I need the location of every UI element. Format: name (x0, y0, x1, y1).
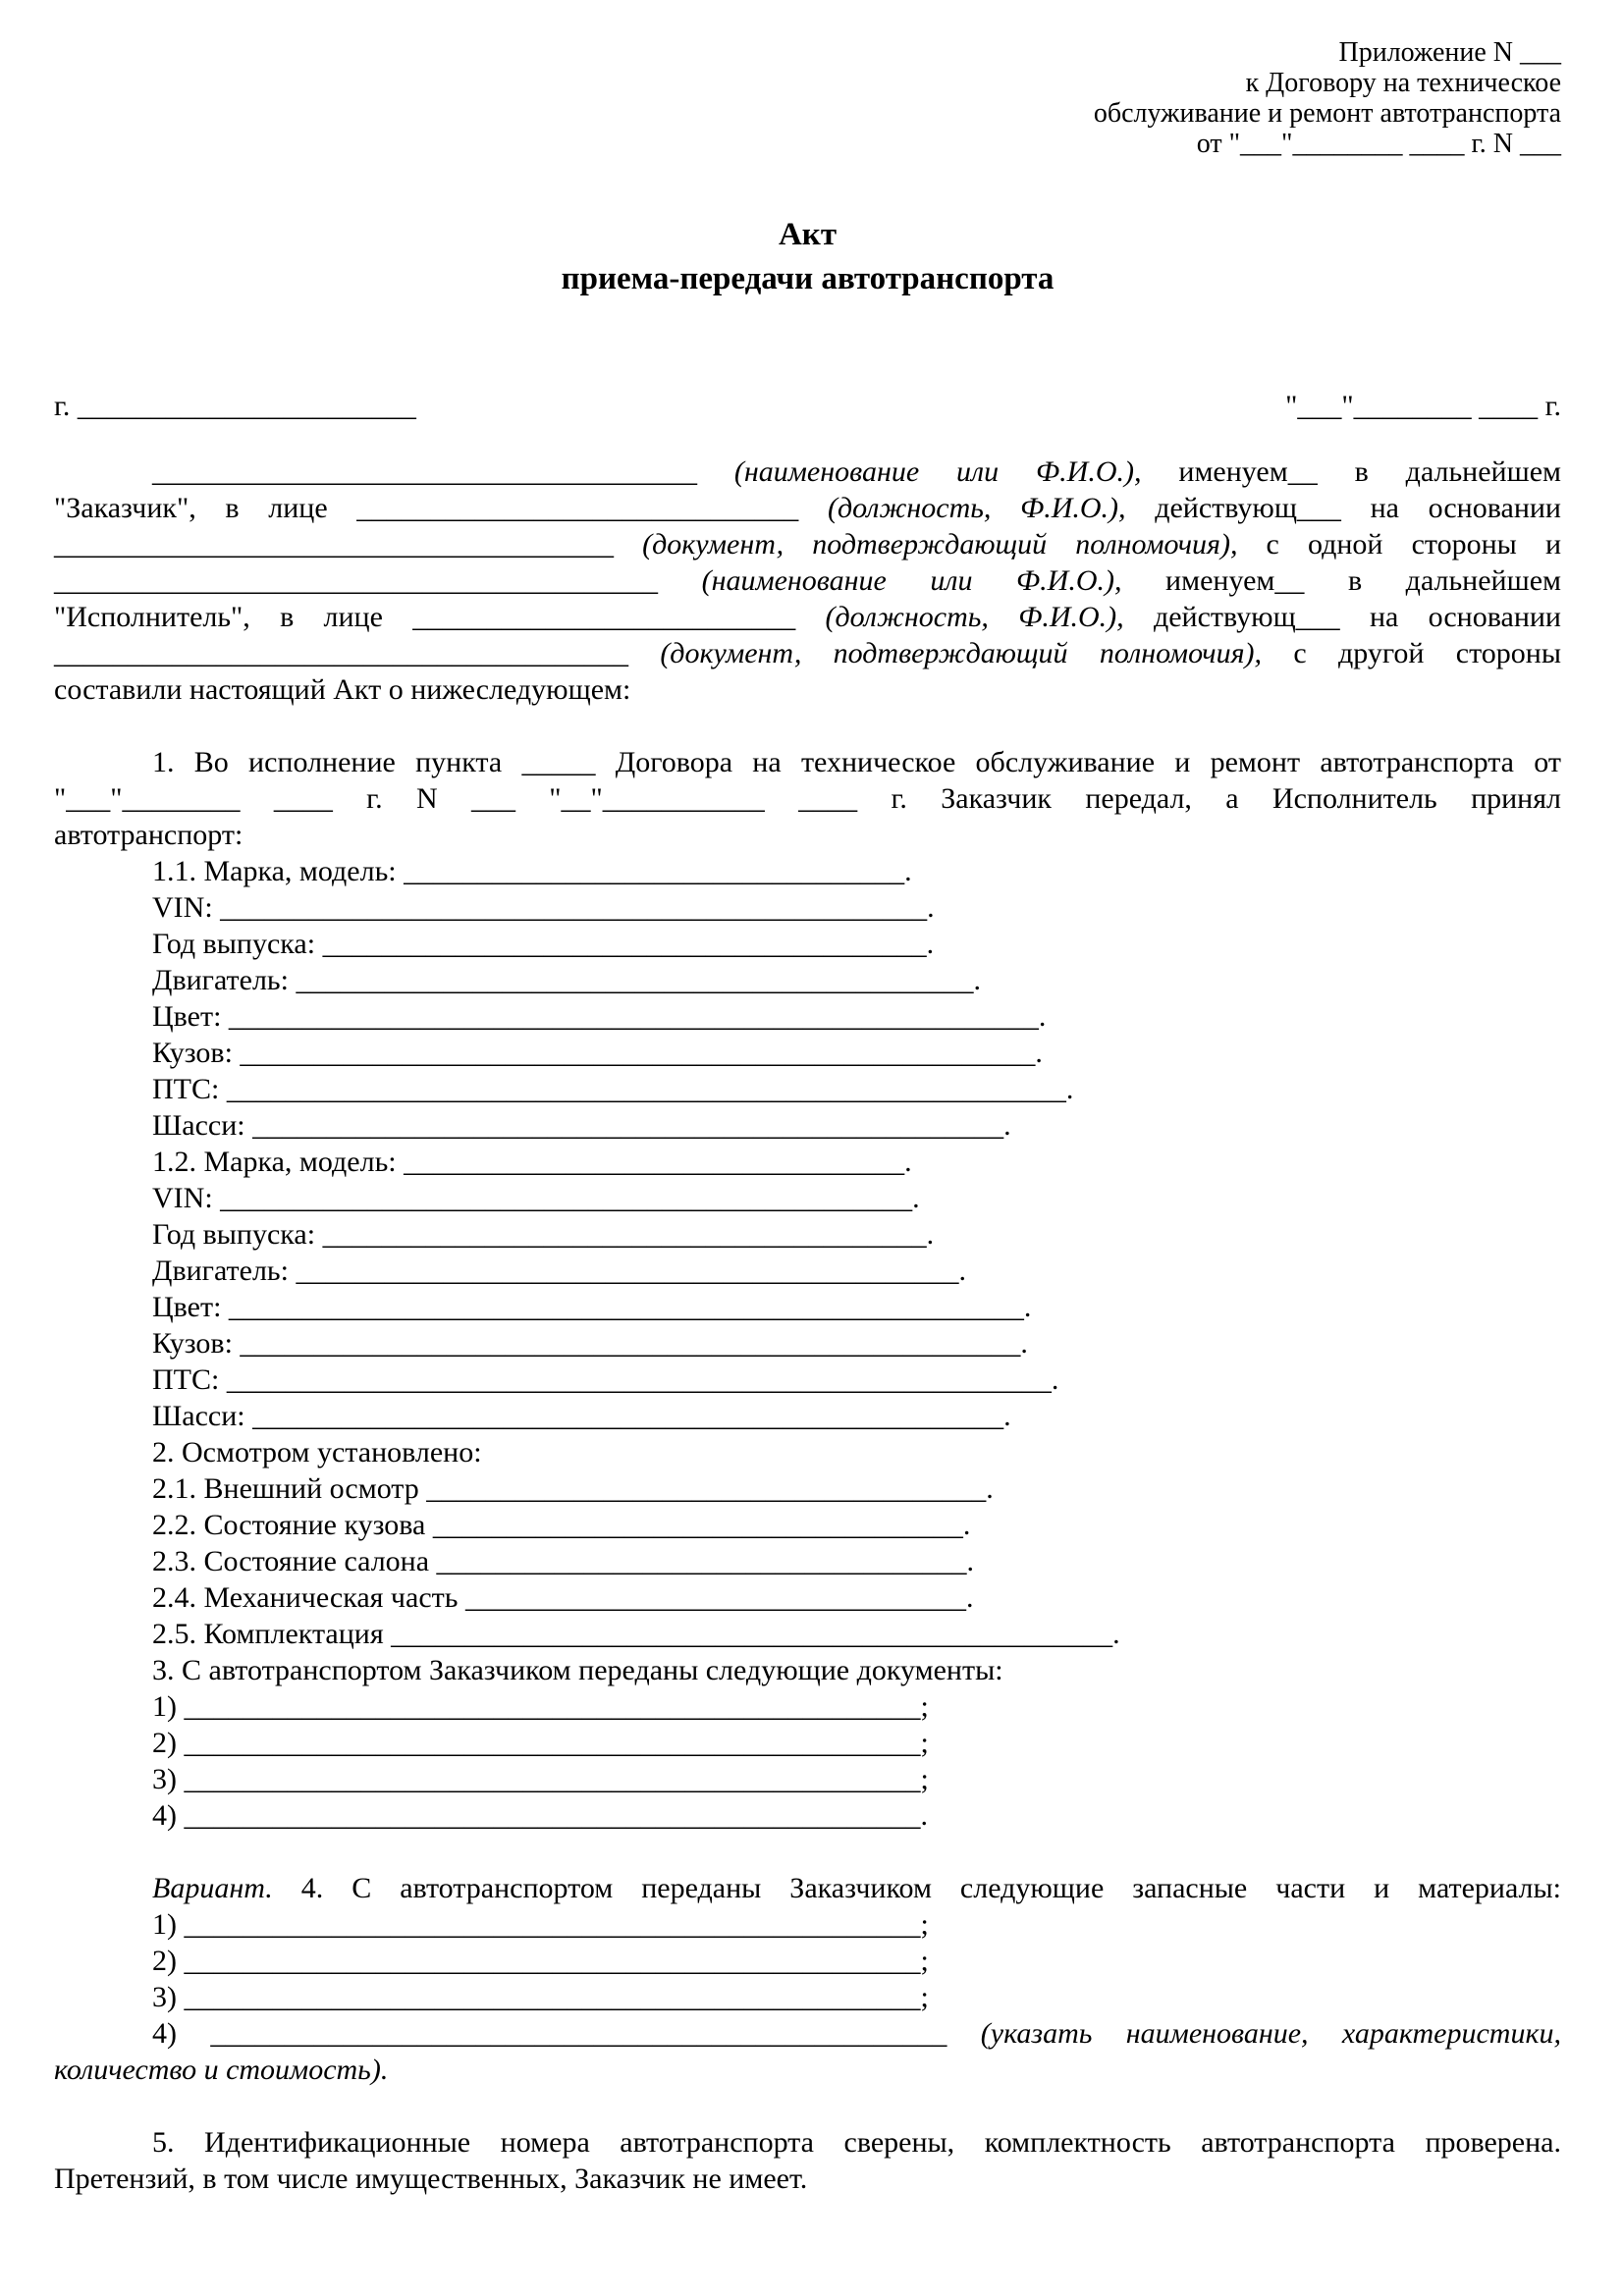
vehicle-1-pts-line: ПТС: _________________________________________________________. (152, 1073, 1074, 1105)
place-date-row (54, 388, 1561, 424)
preamble-line: _______________________________________ (документ, подтверждающий полномочия), с другой стороны (54, 637, 1561, 669)
city-blank: г. _______________________ (54, 390, 416, 422)
preamble-line: "Заказчик", в лице ______________________________ (должность, Ф.И.О.), действующ___ на основании (54, 492, 1561, 524)
vehicle-2-engine-line: Двигатель: _____________________________________________. (152, 1255, 966, 1287)
clause-2-inspection (54, 1434, 1561, 1652)
clause-4-variant (54, 1870, 1561, 2088)
spare-part-item-line: 1) __________________________________________________; (152, 1908, 929, 1941)
vehicle-1-make-model-line: 1.1. Марка, модель: __________________________________. (152, 855, 912, 887)
document-item-line: 2) __________________________________________________; (152, 1727, 929, 1759)
clause-3-heading: 3. С автотранспортом Заказчиком переданы следующие документы: (152, 1654, 1003, 1686)
vehicle-2-chassis-line: Шасси: ___________________________________________________. (152, 1400, 1011, 1432)
vehicle-2-color-line: Цвет: ______________________________________________________. (152, 1291, 1032, 1323)
preamble-line: составили настоящий Акт о нижеследующем: (54, 673, 631, 706)
document-item-line: 1) __________________________________________________; (152, 1690, 929, 1723)
vehicle-2-year-line: Год выпуска: _________________________________________. (152, 1218, 935, 1251)
vehicle-2-details (54, 1144, 1561, 1434)
vehicle-1-vin-line: VIN: ________________________________________________. (152, 891, 935, 924)
preamble-line: _________________________________________ (наименование или Ф.И.О.), именуем__ в дальнейшем (54, 564, 1561, 597)
vehicle-2-pts-line: ПТС: ________________________________________________________. (152, 1363, 1059, 1396)
clause-5-paragraph (54, 2124, 1561, 2197)
inspection-mechanical-line: 2.4. Механическая часть __________________________________. (152, 1581, 974, 1614)
preamble-line: ______________________________________ (документ, подтверждающий полномочия), с одной стороны и (54, 528, 1561, 561)
vehicle-1-body-line: Кузов: ______________________________________________________. (152, 1037, 1043, 1069)
clause-5-line: 5. Идентификационные номера автотранспорта сверены, комплектность автотранспорта проверена. (152, 2126, 1561, 2159)
clause-4-heading: Вариант. 4. С автотранспортом переданы Заказчиком следующие запасные части и материалы: (152, 1872, 1561, 1904)
appendix-contract-line-1: к Договору на техническое (1245, 68, 1561, 98)
spare-part-item-line: 2) __________________________________________________; (152, 1945, 929, 1977)
clause-2-heading: 2. Осмотром установлено: (152, 1436, 482, 1468)
document-item-line: 3) __________________________________________________; (152, 1763, 929, 1795)
title-line-1: Акт (778, 217, 838, 252)
vehicle-2-body-line: Кузов: _____________________________________________________. (152, 1327, 1028, 1360)
vehicle-1-details (54, 853, 1561, 1144)
document-title (54, 213, 1561, 301)
clause-3-documents (54, 1652, 1561, 1834)
vehicle-1-color-line: Цвет: _______________________________________________________. (152, 1000, 1047, 1033)
vehicle-1-engine-line: Двигатель: ______________________________________________. (152, 964, 981, 996)
inspection-exterior-line: 2.1. Внешний осмотр ______________________________________. (152, 1472, 994, 1505)
date-blank: "___"________ ____ г. (1285, 390, 1561, 422)
preamble-line: _____________________________________ (наименование или Ф.И.О.), именуем__ в дальнейшем (152, 455, 1561, 488)
document-item-line: 4) __________________________________________________. (152, 1799, 928, 1832)
appendix-header (54, 37, 1561, 159)
preamble-line: "Исполнитель", в лице __________________________ (должность, Ф.И.О.), действующ___ на основании (54, 601, 1561, 633)
inspection-equipment-line: 2.5. Комплектация _________________________________________________. (152, 1618, 1120, 1650)
clause-1-line: "___"________ ____ г. N ___ "__"___________ ____ г. Заказчик передал, а Исполнитель принял (54, 782, 1561, 815)
preamble-paragraph (54, 454, 1561, 708)
inspection-body-line: 2.2. Состояние кузова ____________________________________. (152, 1509, 971, 1541)
spare-part-item-line: 3) __________________________________________________; (152, 1981, 929, 2013)
clause-1-paragraph (54, 744, 1561, 853)
appendix-number-line: Приложение N ___ (1338, 37, 1561, 68)
vehicle-1-year-line: Год выпуска: _________________________________________. (152, 928, 935, 960)
vehicle-1-chassis-line: Шасси: ___________________________________________________. (152, 1109, 1011, 1142)
spare-part-item-line-4: 4) __________________________________________________ (указать наименование, характеристики, (152, 2017, 1561, 2050)
clause-1-line: автотранспорт: (54, 819, 243, 851)
title-line-2: приема-передачи автотранспорта (561, 261, 1055, 296)
vehicle-2-vin-line: VIN: _______________________________________________. (152, 1182, 920, 1214)
appendix-date-line: от "___"________ ____ г. N ___ (1196, 129, 1561, 159)
clause-1-line: 1. Во исполнение пункта _____ Договора на техническое обслуживание и ремонт автотранспорта от (152, 746, 1561, 778)
clause-5-line: Претензий, в том числе имущественных, Заказчик не имеет. (54, 2163, 808, 2195)
appendix-contract-line-2: обслуживание и ремонт автотранспорта (1093, 98, 1561, 129)
inspection-interior-line: 2.3. Состояние салона ____________________________________. (152, 1545, 975, 1577)
vehicle-2-make-model-line: 1.2. Марка, модель: __________________________________. (152, 1146, 912, 1178)
spare-part-item-4-tail: количество и стоимость). (54, 2054, 389, 2086)
